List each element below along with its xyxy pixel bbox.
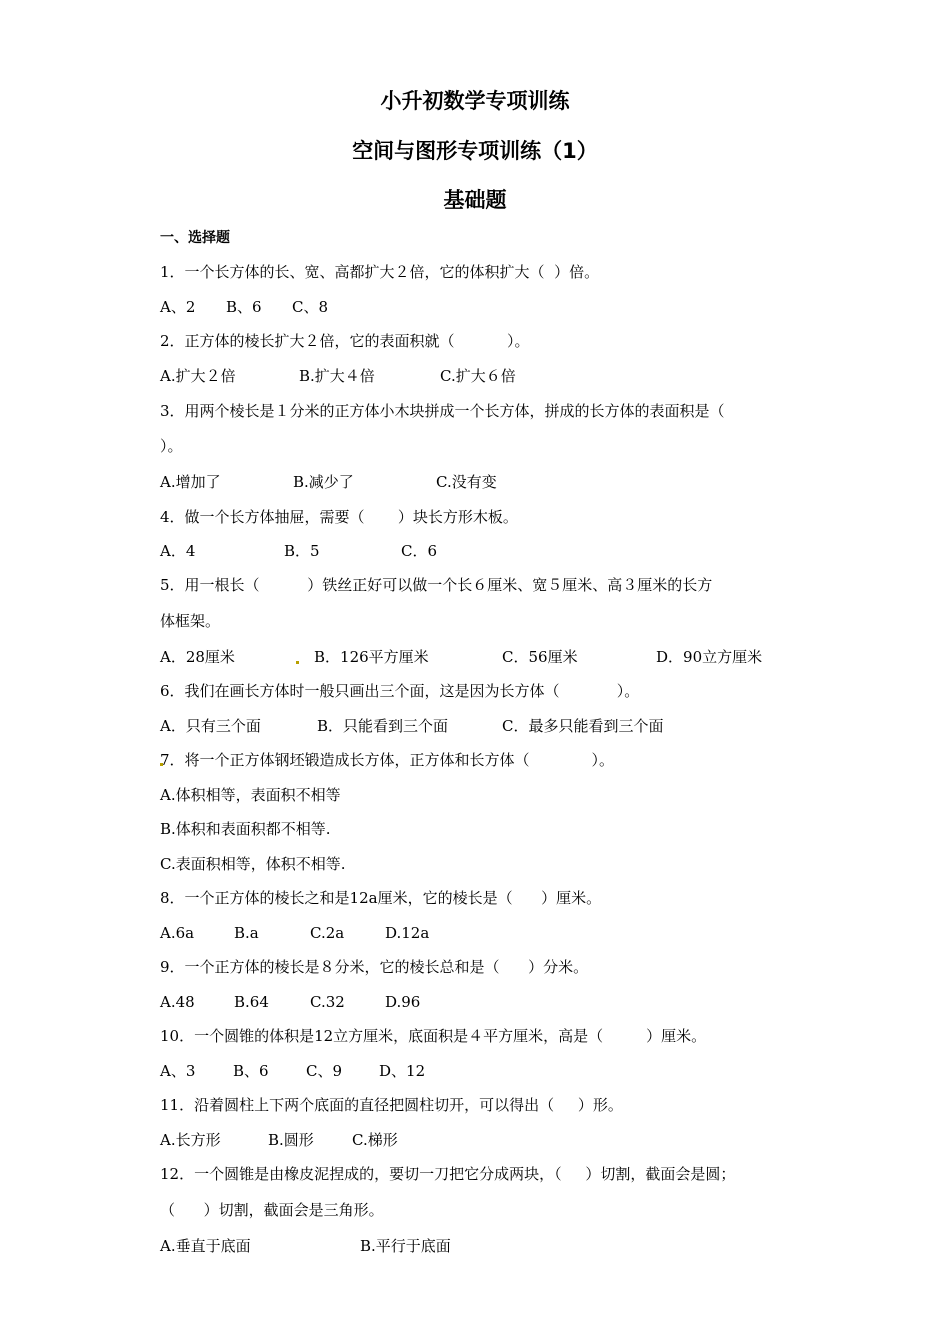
question-8: 8．一个正方体的棱长之和是12a厘米，它的棱长是（ ）厘米。 <box>160 889 602 907</box>
question-9: 9．一个正方体的棱长是８分米，它的棱长总和是（ ）分米。 <box>160 958 589 976</box>
question-10: 10．一个圆锥的体积是12立方厘米，底面积是４平方厘米，高是（ ）厘米。 <box>160 1027 707 1045</box>
section-heading-basic: 基础题 <box>443 188 507 212</box>
q2-option-b: B.扩大４倍 <box>299 367 375 385</box>
q8-option-b: B.a <box>234 924 259 942</box>
q9-option-d: D.96 <box>385 993 421 1011</box>
q7-option-a: A.体积相等，表面积不相等 <box>160 786 341 804</box>
question-6: 6．我们在画长方体时一般只画出三个面，这是因为长方体（ ）。 <box>160 682 640 700</box>
q5-option-a: A．28厘米 <box>160 648 235 666</box>
q3-option-a: A.增加了 <box>160 473 221 491</box>
q1-option-b: B、6 <box>226 298 262 316</box>
q10-option-c: C、9 <box>306 1062 343 1080</box>
q6-option-a: A．只有三个面 <box>160 717 261 735</box>
q3-option-c: C.没有变 <box>436 473 497 491</box>
question-12-line-1: 12．一个圆锥是由橡皮泥捏成的，要切一刀把它分成两块，（ ）切割，截面会是圆； <box>160 1165 736 1183</box>
question-2: 2．正方体的棱长扩大２倍，它的表面积就（ ）。 <box>160 332 530 350</box>
q6-option-c: C．最多只能看到三个面 <box>502 717 664 735</box>
q5-option-b: B．126平方厘米 <box>314 648 429 666</box>
question-3-line-2: ）。 <box>160 437 183 455</box>
question-3-line-1: 3．用两个棱长是１分米的正方体小木块拼成一个长方体，拼成的长方体的表面积是（ <box>160 402 725 420</box>
q7-option-c: C.表面积相等，体积不相等. <box>160 855 346 873</box>
q9-option-a: A.48 <box>160 993 195 1011</box>
question-5-line-1: 5．用一根长（ ）铁丝正好可以做一个长６厘米、宽５厘米、高３厘米的长方 <box>160 576 713 594</box>
question-5-line-2: 体框架。 <box>160 612 221 630</box>
question-4: 4．做一个长方体抽屉，需要（ ）块长方形木板。 <box>160 508 518 526</box>
q9-option-c: C.32 <box>310 993 345 1011</box>
q12-option-a: A.垂直于底面 <box>160 1237 251 1255</box>
q12-option-b: B.平行于底面 <box>360 1237 451 1255</box>
q1-option-a: A、2 <box>160 298 196 316</box>
question-7: 7．将一个正方体钢坯锻造成长方体，正方体和长方体（ ）。 <box>160 751 615 769</box>
q8-option-a: A.6a <box>160 924 195 942</box>
q4-option-c: C．6 <box>401 542 438 560</box>
q7-option-b: B.体积和表面积都不相等. <box>160 820 331 838</box>
q8-option-d: D.12a <box>385 924 430 942</box>
q9-option-b: B.64 <box>234 993 269 1011</box>
q11-option-c: C.梯形 <box>352 1131 398 1149</box>
question-12-line-2: （ ）切割，截面会是三角形。 <box>160 1201 384 1219</box>
document-title: 小升初数学专项训练 <box>380 89 570 113</box>
q11-option-b: B.圆形 <box>268 1131 314 1149</box>
q2-option-c: C.扩大６倍 <box>440 367 516 385</box>
q10-option-b: B、6 <box>233 1062 269 1080</box>
q6-option-b: B．只能看到三个面 <box>317 717 449 735</box>
document-subtitle: 空间与图形专项训练（1） <box>352 139 598 163</box>
question-11: 11．沿着圆柱上下两个底面的直径把圆柱切开，可以得出（ ）形。 <box>160 1096 623 1114</box>
q10-option-d: D、12 <box>379 1062 426 1080</box>
question-1: 1．一个长方体的长、宽、高都扩大２倍，它的体积扩大（ ）倍。 <box>160 263 600 281</box>
q5-option-c: C．56厘米 <box>502 648 578 666</box>
q2-option-a: A.扩大２倍 <box>160 367 236 385</box>
q8-option-c: C.2a <box>310 924 345 942</box>
section-label-multiple-choice: 一、选择题 <box>160 230 230 246</box>
q5-option-d: D．90立方厘米 <box>656 648 763 666</box>
q11-option-a: A.长方形 <box>160 1131 221 1149</box>
q10-option-a: A、3 <box>160 1062 196 1080</box>
q1-option-c: C、8 <box>292 298 329 316</box>
highlight-marker <box>296 661 299 664</box>
q4-option-b: B．5 <box>284 542 320 560</box>
q3-option-b: B.减少了 <box>293 473 354 491</box>
q4-option-a: A．4 <box>160 542 196 560</box>
